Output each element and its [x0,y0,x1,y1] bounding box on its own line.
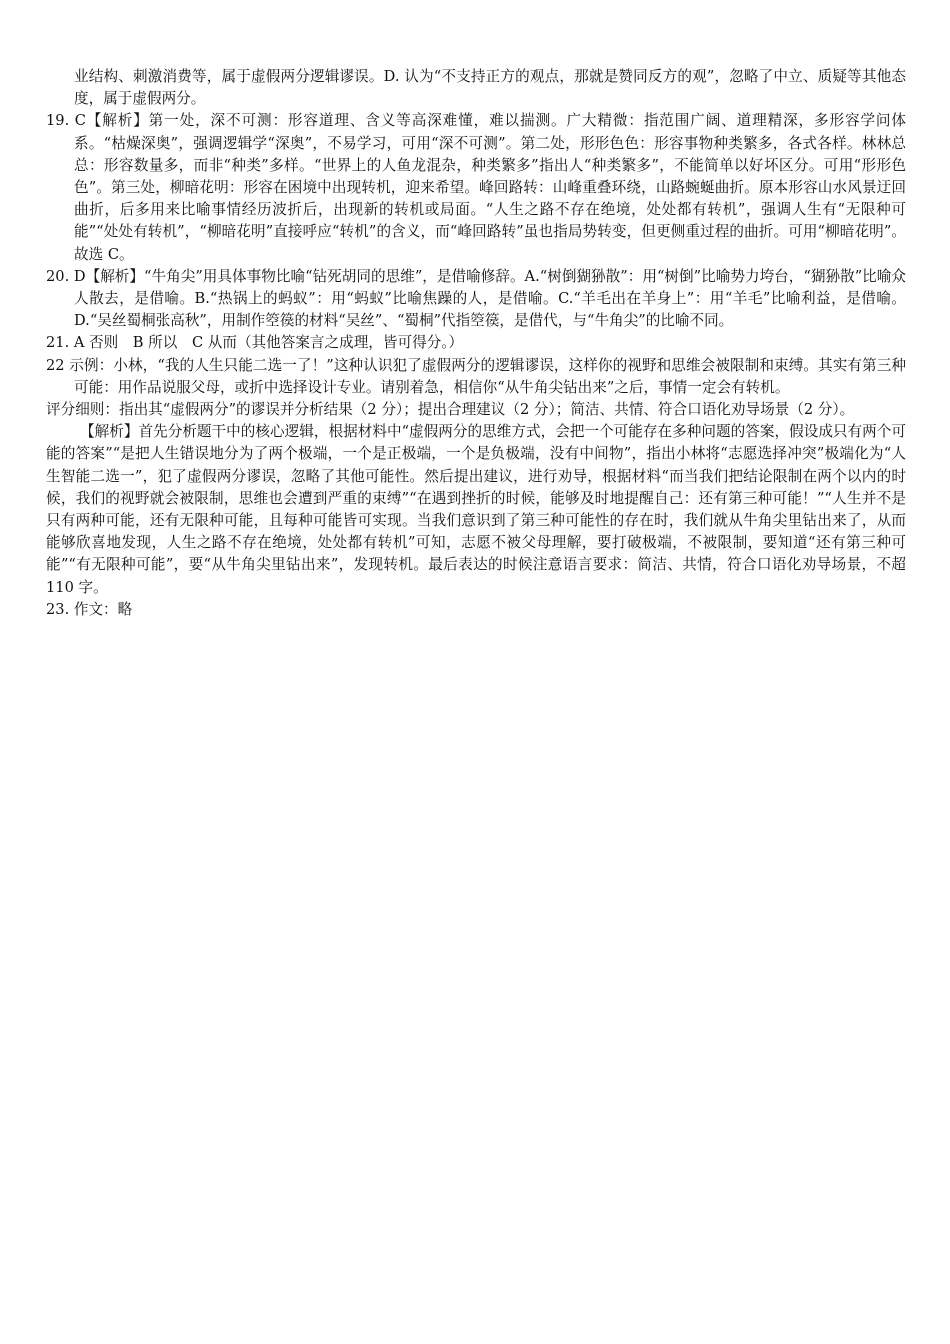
q18-continuation: 业结构、刺激消费等，属于虚假两分逻辑谬误。D. 认为“不支持正方的观点，那就是赞同反方的观”，忽略了中立、质疑等其他态度，属于虚假两分。 [74,68,906,108]
q22-analysis: 【解析】首先分析题干中的核心逻辑，根据材料中“虚假两分的思维方式，会把一个可能存在多种问题的答案，假设成只有两个可能的答案”“是把人生错误地分为了两个极端，一个是正极端，一个是负极端，没有中间物”，指出小林将“志愿选择冲突”极端化为“人生智能二选一”，犯了虚假两分谬误，忽略了其他可能性。然后提出建议，进行劝导，根据材料“而当我们把结论限制在两个以内的时候，我们的视野就会被限制，思维也会遭到严重的束缚”“在遇到挫折的时候，能够及时地提醒自己：还有第三种可能！”“人生并不是只有两种可能，还有无限种可能，且每种可能皆可实现。当我们意识到了第三种可能性的存在时，我们就从牛角尖里钻出来了，从而能够欣喜地发现，人生之路不存在绝境，处处都有转机”可知，志愿不被父母理解，要打破极端，不被限制，要知道“还有第三种可能”“有无限种可能”，要“从牛角尖里钻出来”，发现转机。最后表达的时候注意语言要求：简洁、共情，符合口语化劝导场景，不超 110 字。 [46,423,906,596]
q21-answer: 21. A 否则 B 所以 C 从而（其他答案言之成理，皆可得分。） [46,334,464,352]
answer-key-page [46,66,906,621]
q22-example-answer: 22 示例：小林，“我的人生只能二选一了！”这种认识犯了虚假两分的逻辑谬误，这样你的视野和思维会被限制和束缚。其实有第三种可能：用作品说服父母，或折中选择设计专业。请别着急，相信你“从牛角尖钻出来”之后，事情一定会有转机。 [46,356,906,396]
q19-answer-analysis: 19. C【解析】第一处，深不可测：形容道理、含义等高深难懂，难以揣测。广大精微：指范围广阔、道理精深，多形容学问体系。“枯燥深奥”，强调逻辑学“深奥”，不易学习，可用“深不可测”。第二处，形形色色：形容事物种类繁多，各式各样。林林总总：形容数量多，而非“种类”多样。“世界上的人鱼龙混杂，种类繁多”指出人“种类繁多”，不能简单以好坏区分。可用“形形色色”。第三处，柳暗花明：形容在困境中出现转机，迎来希望。峰回路转：山峰重叠环绕，山路蜿蜒曲折。原本形容山水风景迂回曲折，后多用来比喻事情经历波折后，出现新的转机或局面。“人生之路不存在绝境，处处都有转机”，强调人生有“无限种可能”“处处有转机”，“柳暗花明”直接呼应“转机”的含义，而“峰回路转”虽也指局势转变，但更侧重过程的曲折。可用“柳暗花明”。故选 C。 [46,112,906,263]
q22-scoring-rubric: 评分细则：指出其“虚假两分”的谬误并分析结果（2 分）；提出合理建议（2 分）；简洁、共情、符合口语化劝导场景（2 分）。 [46,401,855,419]
q20-answer-analysis: 20. D【解析】“牛角尖”用具体事物比喻“钻死胡同的思维”，是借喻修辞。A.“树倒猢狲散”：用“树倒”比喻势力垮台，“猢狲散”比喻众人散去，是借喻。B.“热锅上的蚂蚁”：用“蚂蚁”比喻焦躁的人，是借喻。C.“羊毛出在羊身上”：用“羊毛”比喻利益，是借喻。D.“吴丝蜀桐张高秋”，用制作箜篌的材料“吴丝”、“蜀桐”代指箜篌，是借代，与“牛角尖”的比喻不同。 [46,267,906,330]
q23-answer: 23. 作文：略 [46,600,133,618]
